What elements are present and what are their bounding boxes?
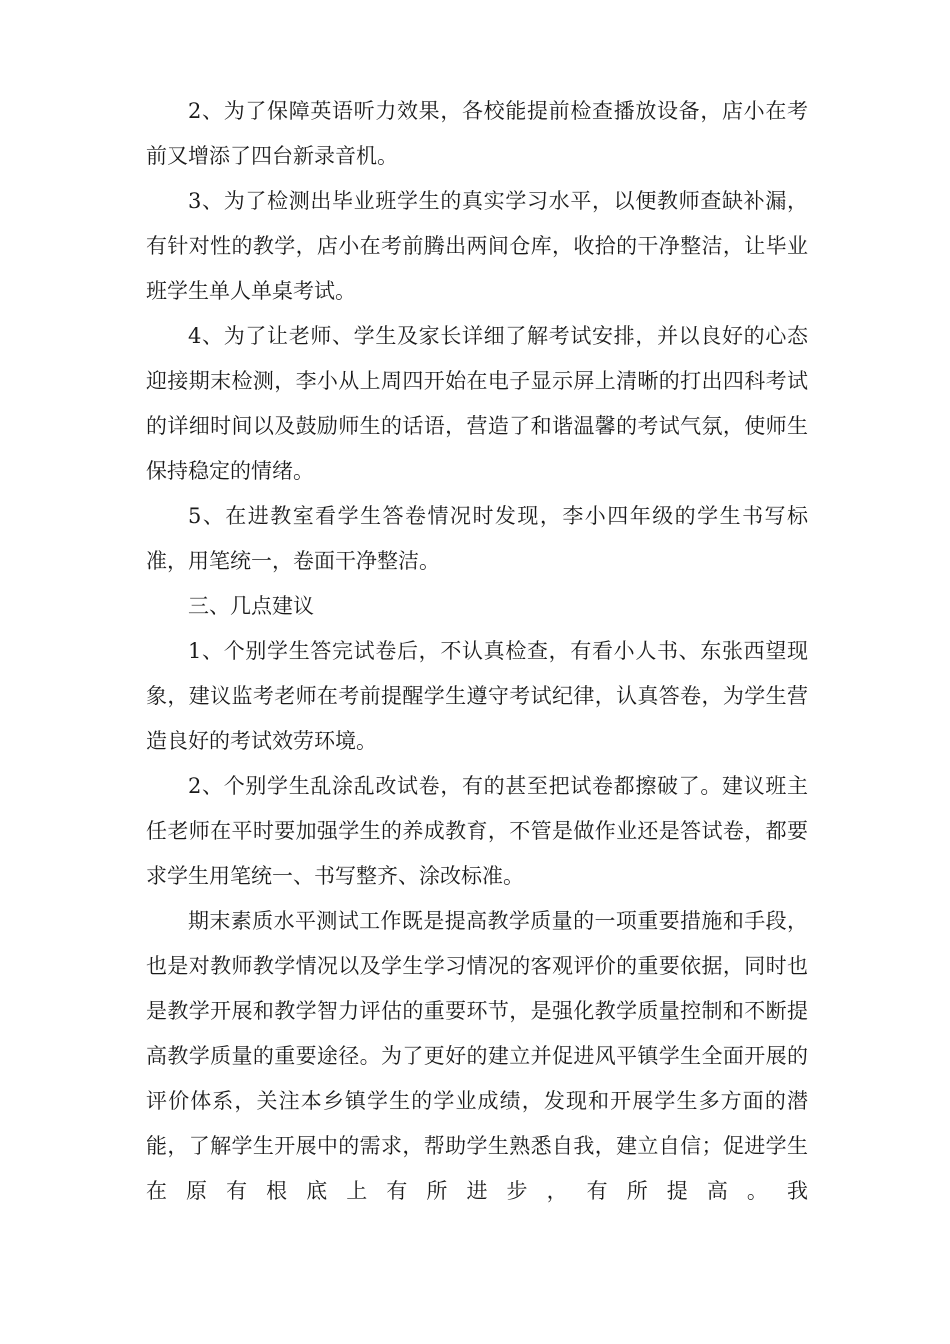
paragraph-handwriting-observation: 5、在进教室看学生答卷情况时发现，李小四年级的学生书写标准，用笔统一，卷面干净整洁。 (146, 504, 808, 573)
paragraph-suggestion-2: 2、个别学生乱涂乱改试卷，有的甚至把试卷都擦破了。建议班主任老师在平时要加强学生的养成教育，不管是做作业还是答试卷，都要求学生用笔统一、书写整齐、涂改标准。 (146, 774, 808, 888)
paragraph-equipment-check: 2、为了保障英语听力效果，各校能提前检查播放设备，店小在考前又增添了四台新录音机。 (146, 99, 808, 168)
paragraph-graduation-class-exam: 3、为了检测出毕业班学生的真实学习水平，以便教师查缺补漏，有针对性的教学，店小在考前腾出两间仓库，收拾的干净整洁，让毕业班学生单人单桌考试。 (146, 189, 808, 303)
paragraph-suggestion-1: 1、个别学生答完试卷后，不认真检查，有看小人书、东张西望现象，建议监考老师在考前提醒学生遵守考试纪律，认真答卷，为学生营造良好的考试效劳环境。 (146, 639, 808, 753)
paragraph-conclusion: 期末素质水平测试工作既是提高教学质量的一项重要措施和手段，也是对教师教学情况以及学生学习情况的客观评价的重要依据，同时也是教学开展和教学智力评估的重要环节，是强化教学质量控制和不断提高教学质量的重要途径。为了更好的建立并促进风平镇学生全面开展的评价体系，关注本乡镇学生的学业成绩，发现和开展学生多方面的潜能，了解学生开展中的需求，帮助学生熟悉自我，建立自信；促进学生在原有根底上有所进步，有所提高。我 (146, 909, 808, 1203)
paragraph-exam-schedule-display: 4、为了让老师、学生及家长详细了解考试安排，并以良好的心态迎接期末检测，李小从上周四开始在电子显示屏上清晰的打出四科考试的详细时间以及鼓励师生的话语，营造了和谐温馨的考试气氛，使师生保持稳定的情绪。 (146, 324, 808, 483)
section-heading-suggestions: 三、几点建议 (188, 594, 314, 618)
document-body (146, 89, 808, 1214)
